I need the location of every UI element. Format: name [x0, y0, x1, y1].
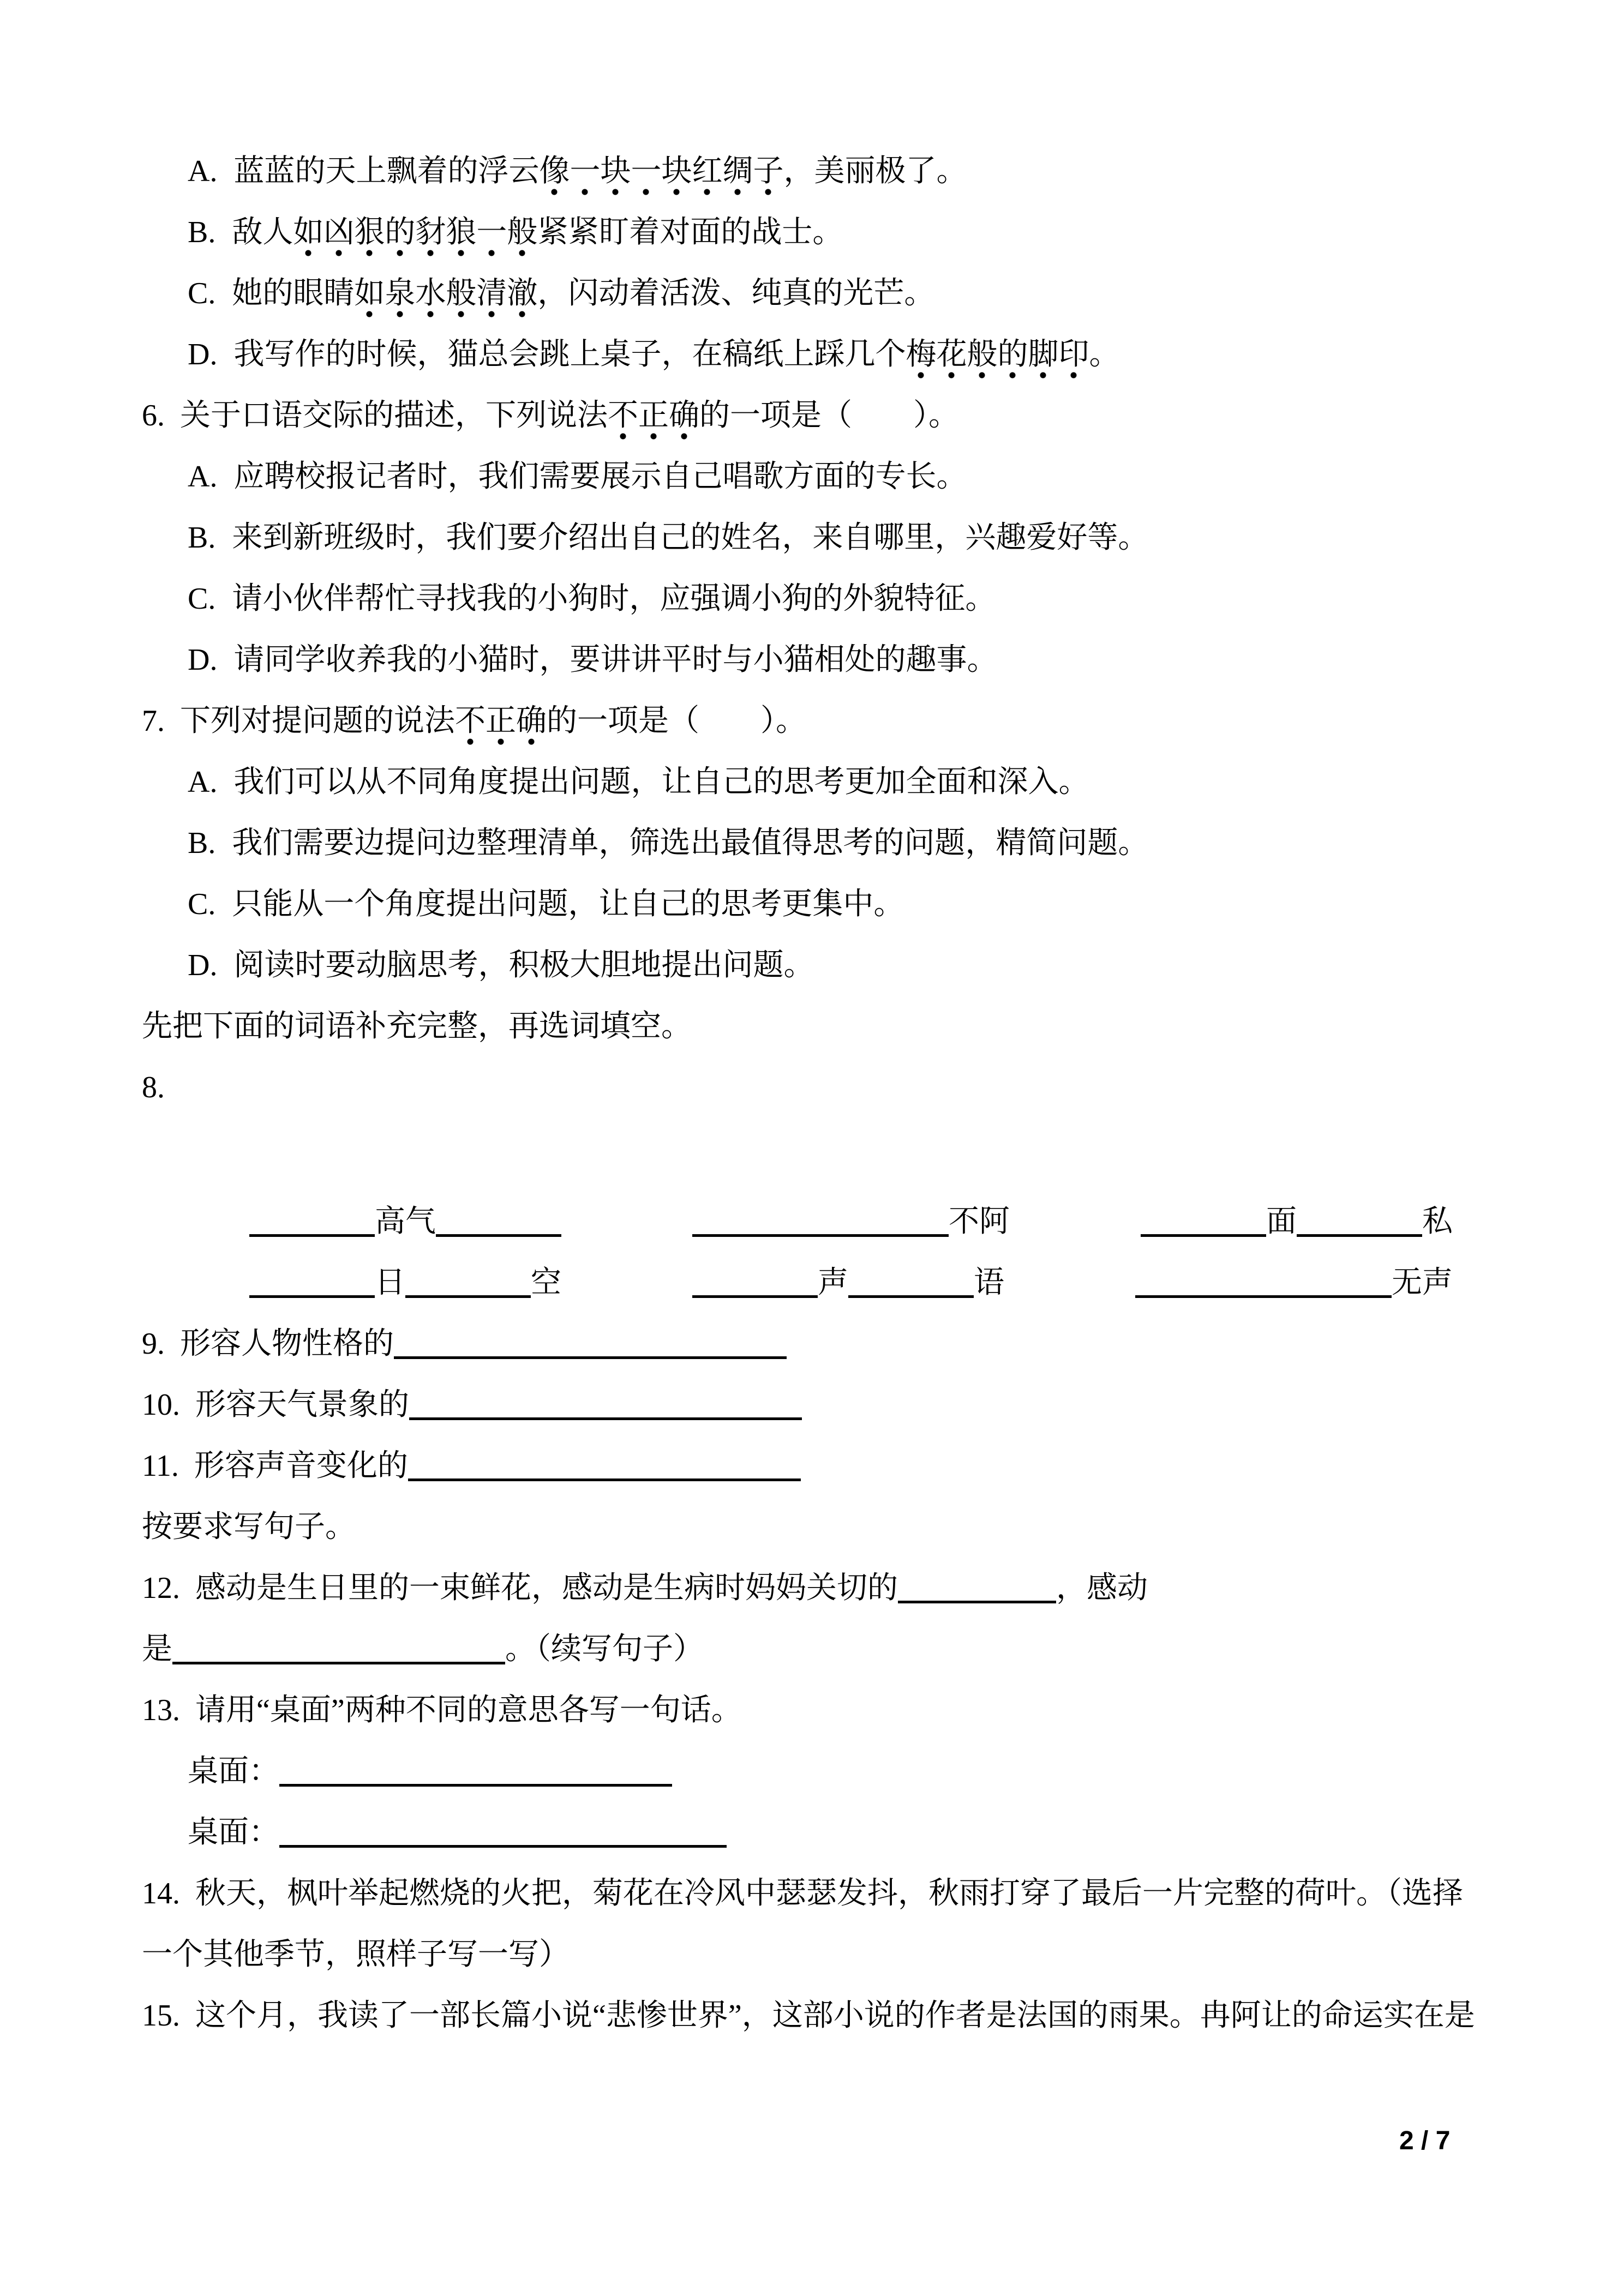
answer-blank [172, 1662, 505, 1664]
idiom-group [249, 1191, 561, 1252]
answer-blank [279, 1784, 672, 1787]
item-label: 桌面： [188, 1816, 279, 1849]
question-number: 11. [142, 1449, 179, 1483]
q13-stem [142, 1680, 1624, 1741]
q6-stem [142, 385, 1624, 446]
option-text: 我们需要边提问边整理清单，筛选出最值得思考的问题，精简问题。 [232, 826, 1149, 860]
idiom-group [692, 1191, 1010, 1252]
question-number: 10. [142, 1388, 180, 1422]
option-text: ，闪动着活泼、纯真的光芒。 [537, 277, 935, 310]
fill-blank [249, 1295, 375, 1298]
question-text: 。（续写句子） [505, 1632, 704, 1666]
option-label: A. [188, 765, 218, 799]
question-text: 秋天，枫叶举起燃烧的火把，菊花在冷风中瑟瑟发抖，秋雨打穿了最后一片完整的荷叶。（选择 [195, 1877, 1463, 1910]
q7-option-b [142, 813, 1624, 874]
option-text: 请小伙伴帮忙寻找我的小狗时，应强调小狗的外貌特征。 [232, 582, 996, 616]
answer-blank [898, 1601, 1056, 1603]
answer-blank [279, 1845, 727, 1848]
option-text: 阅读时要动脑思考，积极大胆地提出问题。 [233, 948, 814, 982]
q9-line [142, 1313, 1624, 1374]
question-text: 的一项是（ ）。 [547, 704, 806, 738]
q7-option-c [142, 874, 1624, 935]
option-text: 应聘校报记者时，我们需要展示自己唱歌方面的专长。 [233, 460, 967, 494]
option-label: A. [188, 154, 218, 188]
idiom-text: 声 [818, 1266, 848, 1300]
option-text: 请同学收养我的小猫时，要讲讲平时与小猫相处的趣事。 [233, 643, 998, 677]
idiom-group [692, 1252, 1004, 1313]
fill-blank [1141, 1234, 1266, 1237]
q7-option-a [142, 752, 1624, 813]
question-number: 6. [142, 399, 165, 432]
idiom-group [1135, 1252, 1453, 1313]
question-text: 下列对提问题的说法 [180, 704, 455, 738]
question-text: 感动是生日里的一束鲜花，感动是生病时妈妈关切的 [195, 1571, 898, 1605]
option-text: 只能从一个角度提出问题，让自己的思考更集中。 [232, 887, 904, 921]
idiom-text: 高气 [375, 1205, 436, 1239]
idiom-text: 面 [1266, 1205, 1297, 1239]
option-text: 。 [1089, 338, 1120, 371]
option-label: C. [188, 277, 216, 310]
question-number: 12. [142, 1571, 180, 1605]
emphasized-text: 如凶狠的豺狼一般 [293, 215, 537, 257]
q15-line-1 [142, 1985, 1624, 2046]
answer-blank [408, 1478, 801, 1481]
q8-idiom-row-1 [249, 1191, 1624, 1252]
q14-line-1 [142, 1863, 1624, 1924]
q5-option-a [142, 141, 1624, 202]
answer-blank [409, 1417, 802, 1420]
q6-option-d [142, 629, 1624, 690]
q5-option-d [142, 324, 1624, 385]
idiom-text: 日 [375, 1266, 405, 1300]
q6-option-b [142, 507, 1624, 568]
question-text: 的一项是（ ）。 [699, 399, 959, 432]
question-number: 8. [142, 1071, 165, 1104]
option-label: A. [188, 460, 218, 494]
q12-line-1 [142, 1558, 1624, 1619]
question-number: 7. [142, 704, 165, 738]
q13-item-1 [142, 1741, 1624, 1802]
idiom-text: 私 [1422, 1205, 1453, 1239]
fill-blank [692, 1295, 818, 1298]
q11-line [142, 1435, 1624, 1496]
fill-blank [1135, 1295, 1392, 1298]
question-text: 形容天气景象的 [195, 1388, 409, 1422]
q13-item-2 [142, 1802, 1624, 1863]
fill-blank [1297, 1234, 1422, 1237]
option-text: 她的眼睛 [232, 277, 355, 310]
q6-option-a [142, 446, 1624, 507]
idiom-text: 语 [974, 1266, 1004, 1300]
option-text: ，美丽极了。 [783, 154, 967, 188]
fill-blank [848, 1295, 974, 1298]
section-heading-text: 先把下面的词语补充完整，再选词填空。 [142, 1009, 692, 1043]
option-text: 紧紧盯着对面的战士。 [537, 215, 843, 249]
question-text: 一个其他季节，照样子写一写） [142, 1938, 570, 1972]
write-instruction [142, 1496, 1624, 1558]
question-text: 这个月，我读了一部长篇小说“悲惨世界”，这部小说的作者是法国的雨果。冉阿让的命运实在是 [195, 1999, 1475, 2033]
question-number: 15. [142, 1999, 180, 2033]
item-label: 桌面： [188, 1754, 279, 1788]
option-label: C. [188, 887, 216, 921]
fill-blank [249, 1234, 375, 1237]
fill-blank [436, 1234, 561, 1237]
q7-option-d [142, 935, 1624, 996]
option-label: D. [188, 948, 218, 982]
option-label: C. [188, 582, 216, 616]
q12-line-2 [142, 1619, 1624, 1680]
fill-blank [692, 1234, 949, 1237]
option-text: 我写作的时候，猫总会跳上桌子，在稿纸上踩几个 [233, 338, 906, 371]
page-number: 2 / 7 [1399, 2126, 1451, 2155]
question-text: 关于口语交际的描述，下列说法 [180, 399, 608, 432]
emphasized-text: 梅花般的脚印 [906, 338, 1089, 379]
question-text: ，感动 [1056, 1571, 1148, 1605]
emphasized-text: 不正确 [608, 399, 699, 440]
idiom-group [249, 1252, 561, 1313]
question-number: 13. [142, 1693, 180, 1727]
q7-stem [142, 690, 1624, 752]
q10-line [142, 1374, 1624, 1435]
answer-blank [394, 1356, 787, 1359]
option-label: D. [188, 643, 218, 677]
q14-line-2 [142, 1924, 1624, 1985]
option-text: 敌人 [232, 215, 293, 249]
q5-option-b [142, 202, 1624, 263]
option-text: 来到新班级时，我们要介绍出自己的姓名，来自哪里，兴趣爱好等。 [232, 521, 1149, 555]
option-label: B. [188, 215, 216, 249]
option-label: D. [188, 338, 218, 371]
idiom-text: 无声 [1392, 1266, 1453, 1300]
option-label: B. [188, 521, 216, 555]
idiom-text: 不阿 [949, 1205, 1010, 1239]
emphasized-text: 不正确 [455, 704, 547, 746]
q6-option-c [142, 568, 1624, 629]
section-heading-text: 按要求写句子。 [142, 1510, 356, 1544]
option-text: 我们可以从不同角度提出问题，让自己的思考更加全面和深入。 [233, 765, 1089, 799]
question-number: 9. [142, 1327, 165, 1361]
question-text: 是 [142, 1632, 172, 1666]
emphasized-text: 如泉水般清澈 [354, 277, 537, 318]
q5-option-c [142, 263, 1624, 324]
question-text: 请用“桌面”两种不同的意思各写一句话。 [195, 1693, 742, 1727]
option-label: B. [188, 826, 216, 860]
fill-instruction [142, 996, 1624, 1057]
question-text: 形容声音变化的 [194, 1449, 408, 1483]
question-number: 14. [142, 1877, 180, 1910]
idiom-group [1141, 1191, 1453, 1252]
question-text: 形容人物性格的 [180, 1327, 394, 1361]
q8-number-line [142, 1057, 1624, 1118]
idiom-text: 空 [531, 1266, 561, 1300]
q8-idiom-row-2 [249, 1252, 1624, 1313]
option-text: 蓝蓝的天上飘着的浮云 [233, 154, 540, 188]
fill-blank [405, 1295, 531, 1298]
emphasized-text: 像一块一块红绸子 [539, 154, 783, 196]
